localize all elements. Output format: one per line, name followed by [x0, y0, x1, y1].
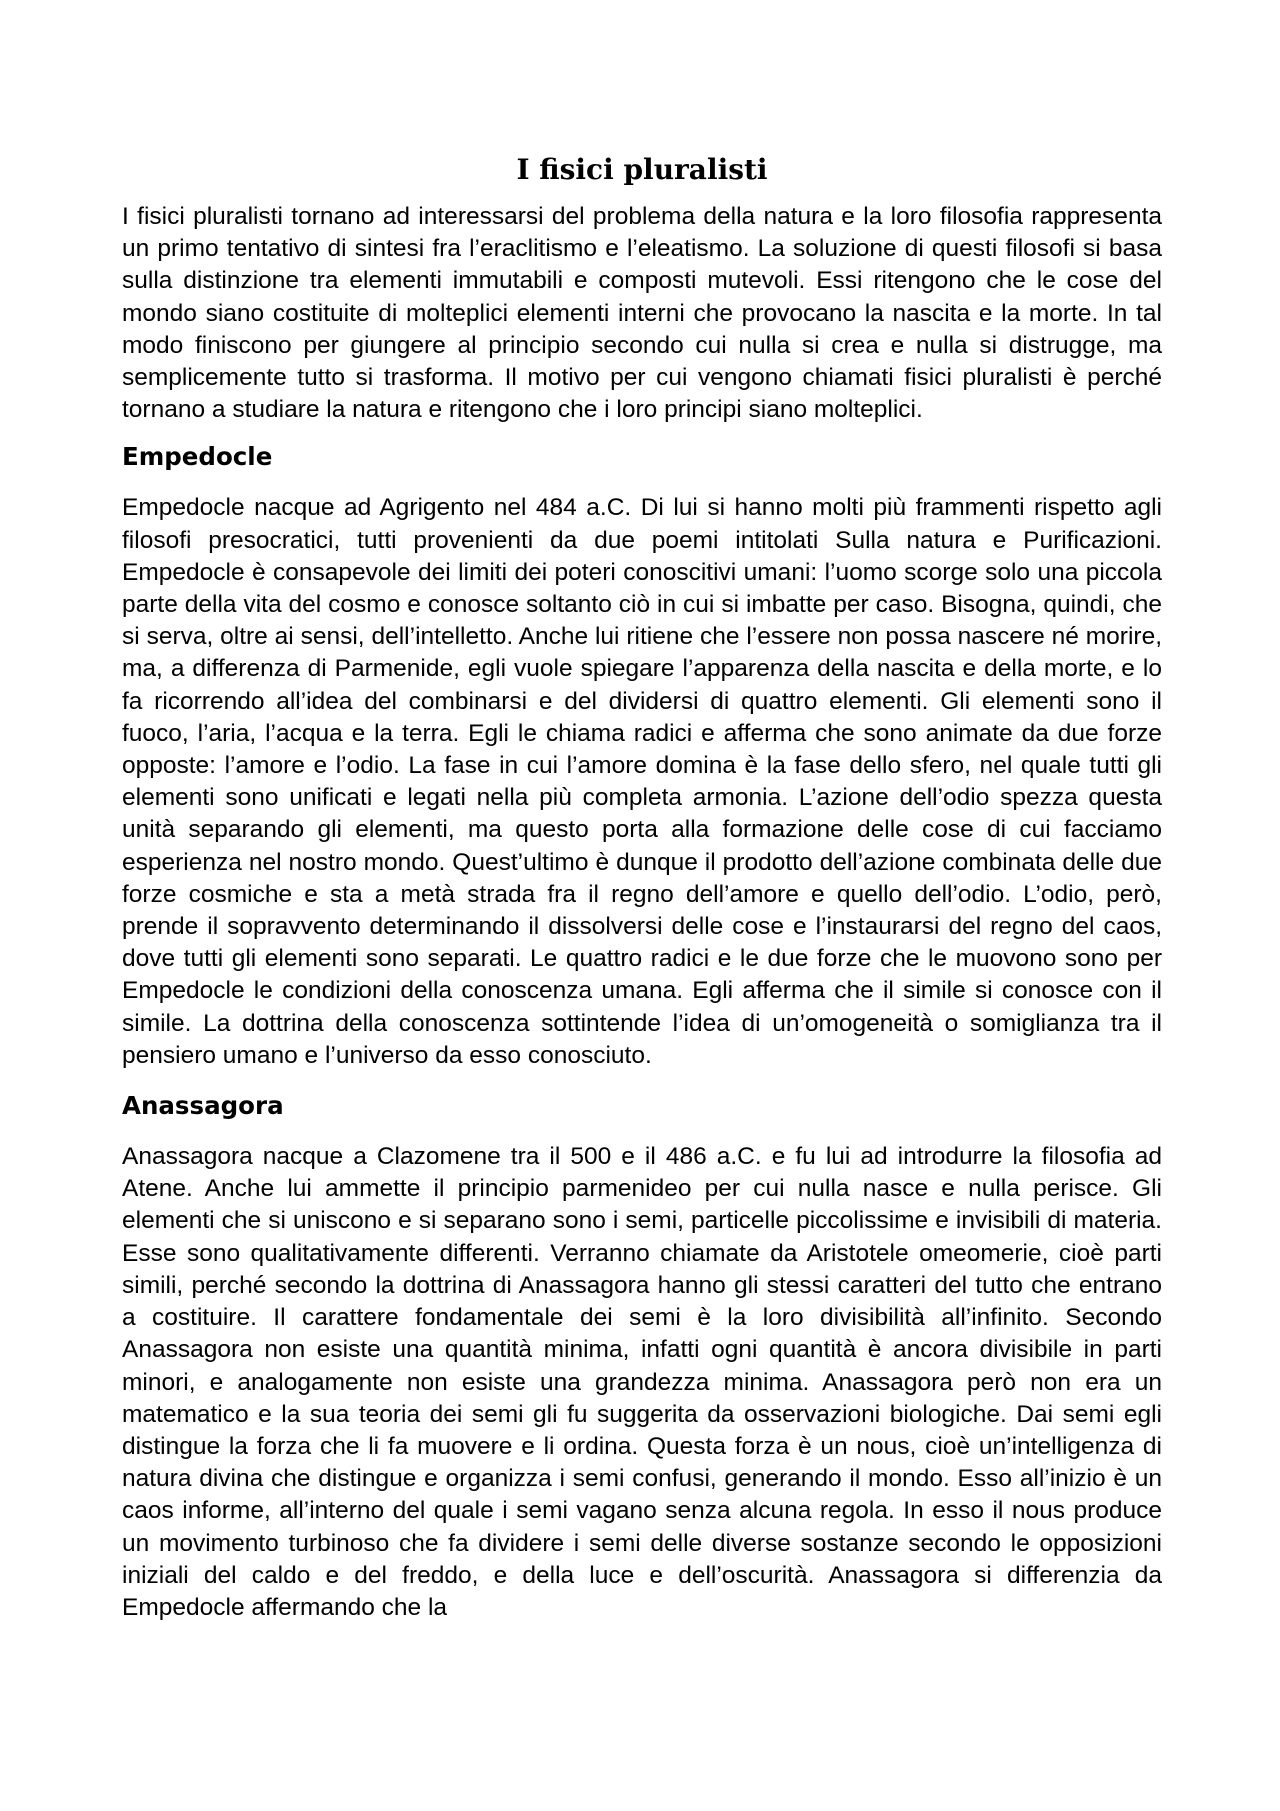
section-paragraph-empedocle: Empedocle nacque ad Agrigento nel 484 a.C. Di lui si hanno molti più frammenti rispetto agli filosofi presocratici, tutti provenienti da due poemi intitolati Sulla natura e Purificazioni. Empedocle è consapevole dei limiti dei poteri conoscitivi umani: l’uomo scorge solo una piccola parte della vita del cosmo e conosce soltanto ciò in cui si imbatte per caso. Bisogna, quindi, che si serva, oltre ai sensi, dell’intelletto. Anche lui ritiene che l’essere non possa nascere né morire, ma, a differenza di Parmenide, egli vuole spiegare l’apparenza della nascita e della morte, e lo fa ricorrendo all’idea del combinarsi e del dividersi di quattro elementi. Gli elementi sono il fuoco, l’aria, l’acqua e la terra. Egli le chiama radici e afferma che sono animate da due forze opposte: l’amore e l’odio. La fase in cui l’amore domina è la fase dello sfero, nel quale tutti gli elementi sono unificati e legati nella più completa armonia. L’azione dell’odio spezza questa unità separando gli elementi, ma questo porta alla formazione delle cose di cui facciamo esperienza nel nostro mondo. Quest’ultimo è dunque il prodotto dell’azione combinata delle due forze cosmiche e sta a metà strada fra il regno dell’amore e quello dell’odio. L’odio, però, prende il sopravvento determinando il dissolversi delle cose e l’instaurarsi del regno del caos, dove tutti gli elementi sono separati. Le quattro radici e le due forze che le muovono sono per Empedocle le condizioni della conoscenza umana. Egli afferma che il simile si conosce con il simile. La dottrina della conoscenza sottintende l’idea di un’omogeneità o somiglianza tra il pensiero umano e l’universo da esso conosciuto.	[122, 494, 1162, 1069]
section-paragraph-anassagora: Anassagora nacque a Clazomene tra il 500 e il 486 a.C. e fu lui ad introdurre la filosofia ad Atene. Anche lui ammette il principio parmenideo per cui nulla nasce e nulla perisce. Gli elementi che si uniscono e si separano sono i semi, particelle piccolissime e invisibili di materia. Esse sono qualitativamente differenti. Verranno chiamate da Aristotele omeomerie, cioè parti simili, perché secondo la dottrina di Anassagora hanno gli stessi caratteri del tutto che entrano a costituire. Il carattere fondamentale dei semi è la loro divisibilità all’infinito. Secondo Anassagora non esiste una quantità minima, infatti ogni quantità è ancora divisibile in parti minori, e analogamente non esiste una grandezza minima. Anassagora però non era un matematico e la sua teoria dei semi gli fu suggerita da osservazioni biologiche. Dai semi egli distingue la forza che li fa muovere e li ordina. Questa forza è un nous, cioè un’intelligenza di natura divina che distingue e organizza i semi confusi, generando il mondo. Esso all’inizio è un caos informe, all’interno del quale i semi vagano senza alcuna regola. In esso il nous produce un movimento turbinoso che fa dividere i semi delle diverse sostanze secondo le opposizioni iniziali del caldo e del freddo, e della luce e dell’oscurità. Anassagora si differenzia da Empedocle affermando che la	[122, 1143, 1162, 1621]
section-heading-anassagora: Anassagora	[122, 1091, 284, 1121]
section-heading-empedocle: Empedocle	[122, 442, 273, 472]
document-title: I fisici pluralisti	[516, 153, 768, 186]
intro-paragraph: I fisici pluralisti tornano ad interessarsi del problema della natura e la loro filosofia rappresenta un primo tentativo di sintesi fra l’eraclitismo e l’eleatismo. La soluzione di questi filosofi si basa sulla distinzione tra elementi immutabili e composti mutevoli. Essi ritengono che le cose del mondo siano costituite di molteplici elementi interni che provocano la nascita e la morte. In tal modo finiscono per giungere al principio secondo cui nulla si crea e nulla si distrugge, ma semplicemente tutto si trasforma. Il motivo per cui vengono chiamati fisici pluralisti è perché tornano a studiare la natura e ritengono che i loro principi siano molteplici.	[122, 203, 1162, 424]
document-page	[122, 150, 1162, 1624]
